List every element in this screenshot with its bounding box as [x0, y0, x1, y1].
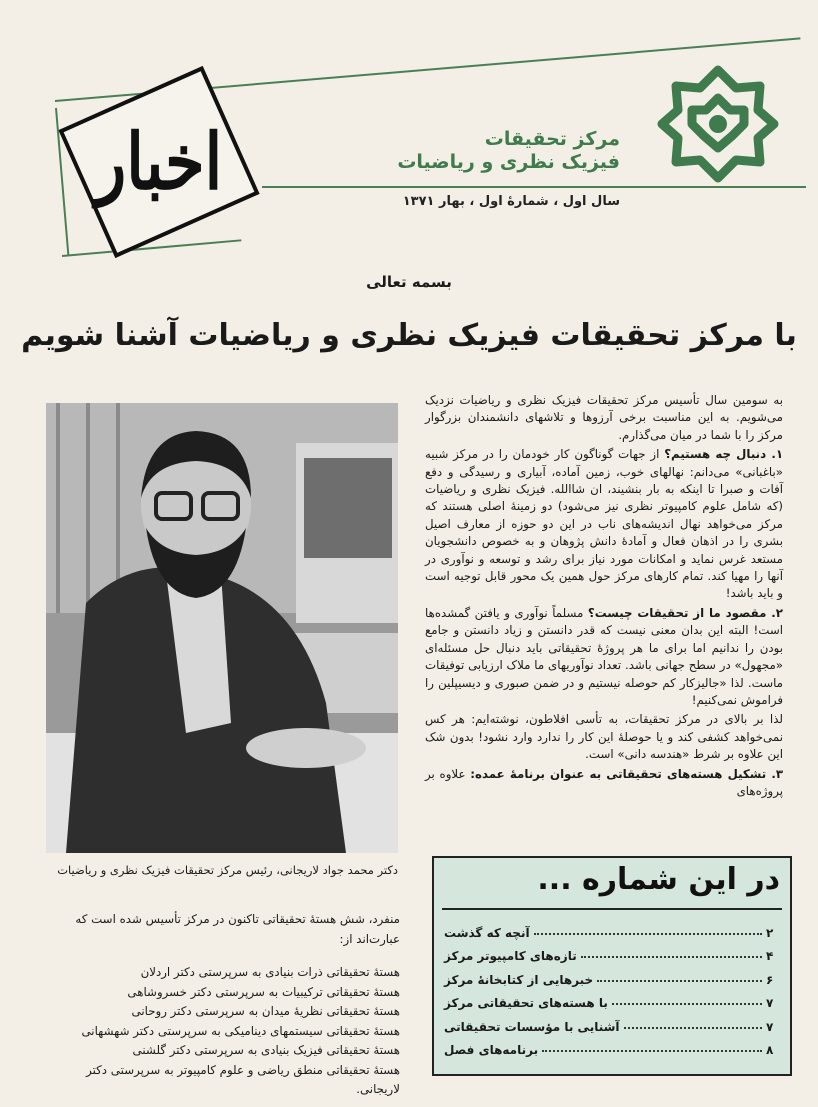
toc-entry-label: با هسته‌های تحقیقاتی مرکز	[444, 996, 608, 1010]
portrait-photo	[46, 403, 398, 853]
article-intro: به سومین سال تأسیس مرکز تحقیقات فیزیک نظری و ریاضیات نزدیک می‌شویم. به این مناسبت برخی آرزوها و تلاشهای دانشمندان بزرگوار مرکز را با شما در میان می‌گذارم.	[425, 393, 783, 442]
toc-entry-label: برنامه‌های فصل	[444, 1043, 539, 1057]
list-item: هستهٔ تحقیقاتی سیستمهای دینامیکی به سرپرستی دکتر شهشهانی	[81, 1023, 400, 1038]
photo-caption: دکتر محمد جواد لاریجانی، رئیس مرکز تحقیقات فیزیک نظری و ریاضیات	[57, 863, 398, 877]
org-name-line1: مرکز تحقیقات	[484, 128, 620, 150]
toc-leader-dots	[597, 980, 762, 982]
table-of-contents	[432, 856, 792, 1076]
masthead-title: اخبار	[95, 117, 223, 207]
toc-leader-dots	[534, 933, 762, 935]
toc-entry[interactable]	[444, 963, 780, 987]
org-name-line2: فیزیک نظری و ریاضیات	[397, 151, 620, 173]
section-3	[425, 766, 783, 801]
toc-list	[444, 916, 780, 1057]
toc-title: در این شماره ...	[537, 862, 780, 897]
continuation-column	[40, 910, 400, 1100]
akhbar-title-box	[58, 66, 259, 258]
tiled-star-logo-icon	[656, 60, 780, 188]
toc-entry-page: ۷	[766, 996, 774, 1010]
toc-divider	[442, 908, 782, 910]
toc-entry-label: آنچه که گذشت	[444, 925, 530, 940]
toc-entry[interactable]	[444, 987, 780, 1011]
toc-entry-page: ۸	[766, 1043, 774, 1057]
section-2-heading: ۲. مقصود ما از تحقیقات چیست؟	[587, 605, 783, 620]
masthead-bottom-rule	[62, 239, 241, 257]
toc-entry-page: ۶	[766, 972, 774, 987]
toc-entry-page: ۷	[766, 1019, 774, 1034]
toc-entry[interactable]	[444, 916, 780, 940]
section-3-body: علاوه بر پروژه‌های	[425, 766, 783, 798]
toc-entry-label: خبرهایی از کتابخانهٔ مرکز	[444, 972, 594, 987]
continuation-intro: منفرد، شش هستهٔ تحقیقاتی تاکنون در مرکز تأسیس شده است که عبارت‌اند از:	[75, 912, 400, 946]
article-column	[425, 392, 783, 802]
list-item: هستهٔ تحقیقاتی ترکیبیات به سرپرستی دکتر خسروشاهی	[127, 984, 400, 999]
section-2-body: مسلماً نوآوری و یافتن گمشده‌ها است! البته این بدان معنی نیست که قدر دانستن و زیاد دانستن و جامع بودن را ندانیم اما برای ما هر پروژهٔ تحقیقاتی باید دنبال حل مسئله‌ای «مجهول» در سطح جهانی باشد. تعداد نوآوریهای ما ملاک ارزیابی توفیقات ماست. لذا «جالیزکار کم حوصله نیستیم و در ضمن صبوری و دیسیپلین را فراموش نمی‌کنیم!	[425, 605, 783, 707]
list-item: هستهٔ تحقیقاتی منطق ریاضی و علوم کامپیوتر به سرپرستی دکتر لاریجانی.	[86, 1062, 400, 1096]
toc-entry-label: تازه‌های کامپیوتر مرکز	[444, 949, 577, 963]
basmala-heading: بسمه تعالی	[366, 273, 452, 291]
toc-leader-dots	[612, 1003, 762, 1005]
toc-leader-dots	[624, 1027, 762, 1029]
toc-entry[interactable]	[444, 1034, 780, 1058]
toc-entry[interactable]	[444, 1010, 780, 1034]
section-3-heading: ۳. تشکیل هسته‌های تحقیقاتی به عنوان برنامهٔ عمده:	[470, 766, 784, 781]
list-item: هستهٔ تحقیقاتی فیزیک بنیادی به سرپرستی دکتر گلشنی	[132, 1043, 400, 1057]
section-1-body: از جهات گوناگون کار خودمان را در مرکز شبیه «باغبانی» می‌دانم: نهالهای خوب، زمین آماده، آبیاری و رسیدگی و دفع آفات و صبرا تا اینکه به بار بنشیند، ان شاالله. فیزیک نظری و ریاضیات (که شامل علوم کامپیوتر نظری نیز می‌شود) دو زمینهٔ اصلی هستند که مرکز می‌خواهد نهال اندیشه‌های ناب در این دو حوزه از معارف اصیل بشری را در اذهان فعال و آمادهٔ دانش پژوهان و به خصوص دانشجویان مستعد غرس نماید و امکانات مورد نیاز برای رشد و توسعه و نوآوری در آنها را مهیا کند. تمام کارهای مرکز حول همین یک محور قابل توجیه است و باید باشد!	[425, 447, 783, 601]
section-2	[425, 605, 783, 709]
toc-entry[interactable]	[444, 940, 780, 964]
article-headline: با مرکز تحقیقات فیزیک نظری و ریاضیات آشنا شویم	[21, 318, 797, 353]
toc-entry-label: آشنایی با مؤسسات تحقیقاتی	[444, 1019, 620, 1034]
section-1-heading: ۱. دنبال چه هستیم؟	[664, 447, 784, 462]
section-2-body2: لذا بر بالای در مرکز تحقیقات، به تأسی افلاطون، نوشته‌ایم: هر کس نمی‌خواهد کشفی کند و یا حوصلهٔ این کار را ندارد وارد نشود! بدون شک این علاوه بر شرط «هندسه دانی» است.	[425, 712, 783, 762]
toc-leader-dots	[581, 956, 762, 958]
toc-entry-page: ۴	[766, 949, 774, 963]
toc-entry-page: ۲	[766, 925, 774, 940]
section-1	[425, 446, 783, 603]
toc-leader-dots	[542, 1050, 762, 1052]
list-item: هستهٔ تحقیقاتی ذرات بنیادی به سرپرستی دکتر اردلان	[140, 965, 400, 979]
research-cores-list	[40, 963, 400, 1100]
issue-info: سال اول ، شمارهٔ اول ، بهار ۱۳۷۱	[402, 194, 620, 209]
list-item: هستهٔ تحقیقاتی نظریهٔ میدان به سرپرستی دکتر روحانی	[131, 1004, 400, 1018]
